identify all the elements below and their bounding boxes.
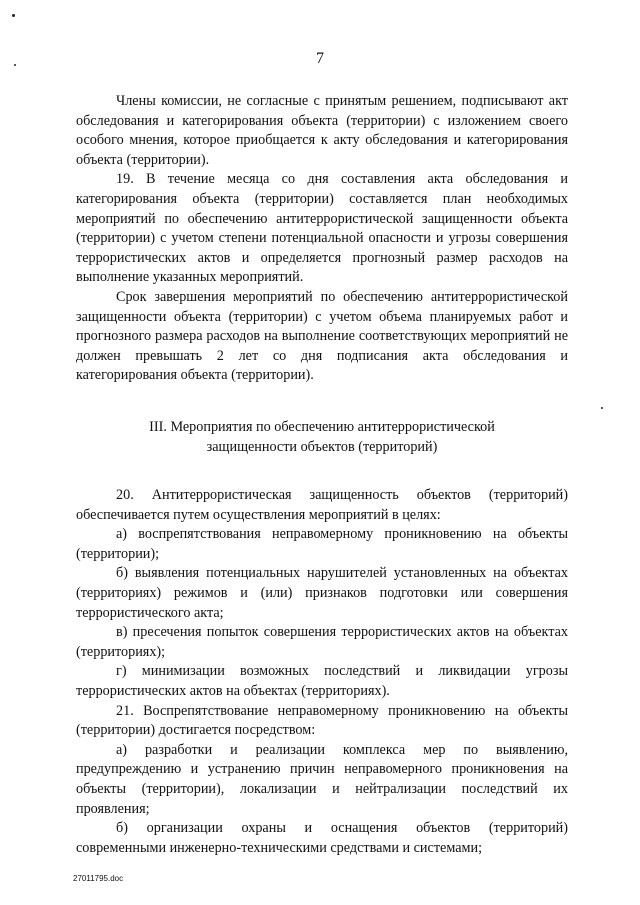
footer-filename: 27011795.doc: [73, 874, 124, 883]
paragraph: 19. В течение месяца со дня составления акта обследования и категорирования объекта (территории) составляется план необходимых мероприятий по обеспечению антитеррористической защищенности объекта (территории) с учетом степени потенциальной опасности и угрозы совершения террористических актов и определяется прогнозный размер расходов на выполнение указанных мероприятий.: [76, 171, 568, 286]
section-heading: [76, 418, 568, 457]
scan-speck: [601, 407, 603, 409]
scan-speck: [12, 14, 15, 17]
paragraph: Срок завершения мероприятий по обеспечению антитеррористической защищенности объекта (территории) с учетом объема планируемых работ и прогнозного размера расходов на выполнение соответствующих мероприятий не должен превышать 2 лет со дня подписания акта обследования и категорирования объекта (территории).: [76, 288, 568, 384]
list-item: б) организации охраны и оснащения объектов (территорий) современными инженерно-техническими средствами и системами;: [76, 820, 568, 856]
paragraph: Члены комиссии, не согласные с принятым решением, подписывают акт обследования и категорирования объекта (территории) с изложением своего особого мнения, которое приобщается к акту обследования и категорирования объекта (территории).: [76, 93, 568, 168]
list-item: а) разработки и реализации комплекса мер по выявлению, предупреждению и устранению причин неправомерного проникновения на объекты (территории), локализации и нейтрализации последствий их проявления;: [76, 741, 568, 817]
list-item: в) пресечения попыток совершения террористических актов на объектах (территориях);: [76, 624, 568, 660]
page-number: 7: [316, 50, 324, 67]
paragraph: 20. Антитеррористическая защищенность объектов (территорий) обеспечивается путем осуществления мероприятий в целях:: [76, 487, 568, 523]
list-item: г) минимизации возможных последствий и ликвидации угрозы террористических актов на объектах (территориях).: [76, 663, 568, 700]
list-item: а) воспрепятствования неправомерному проникновению на объекты (территории);: [76, 526, 568, 562]
paragraph: 21. Воспрепятствование неправомерному проникновению на объекты (территории) достигается посредством:: [76, 702, 568, 739]
list-item: б) выявления потенциальных нарушителей установленных на объектах (территориях) режимов и (или) признаков подготовки или совершения террористического акта;: [76, 565, 568, 621]
section-heading-line: защищенности объектов (территорий): [206, 438, 438, 455]
document-body: [76, 92, 568, 858]
section-heading-line: III. Мероприятия по обеспечению антитеррористической: [149, 418, 495, 435]
